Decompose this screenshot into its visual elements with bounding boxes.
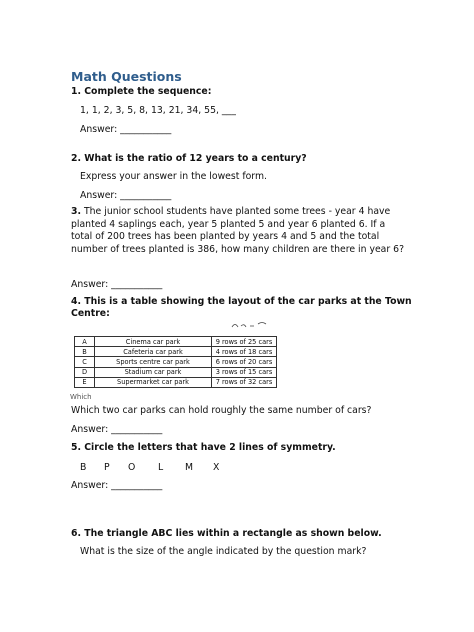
symmetry-letter-b: B bbox=[80, 462, 87, 473]
car-park-table bbox=[74, 336, 277, 388]
question-6-question: What is the size of the angle indicated by the question mark? bbox=[80, 546, 367, 557]
question-5-heading: 5. Circle the letters that have 2 lines of symmetry. bbox=[71, 442, 336, 453]
question-3-body: The junior school students have planted some trees - year 4 have planted 4 saplings each, year 5 planted 5 and year 6 planted 6. If a total of 200 trees has been planted by years 4 and 5 and the total number of trees planted is 386, how many children are there in year 6? bbox=[71, 206, 405, 255]
question-1-sequence: 1, 1, 2, 3, 5, 8, 13, 21, 34, 55, ___ bbox=[80, 105, 236, 116]
table-row bbox=[75, 377, 277, 387]
table-cell-name: Sports centre car park bbox=[95, 357, 212, 367]
question-3-text bbox=[71, 206, 407, 256]
question-3-number: 3. bbox=[71, 206, 82, 217]
question-4-heading-line-2: Centre: bbox=[71, 308, 110, 319]
table-cell-letter: A bbox=[75, 337, 95, 347]
symmetry-letter-x: X bbox=[213, 462, 220, 473]
symmetry-letter-l: L bbox=[158, 462, 164, 473]
table-cell-name: Cafeteria car park bbox=[95, 347, 212, 357]
question-2-instruction: Express your answer in the lowest form. bbox=[80, 171, 267, 182]
symmetry-letter-m: M bbox=[185, 462, 194, 473]
table-cell-name: Stadium car park bbox=[95, 367, 212, 377]
question-4-answer: Answer: ___________ bbox=[71, 424, 163, 435]
table-row bbox=[75, 367, 277, 377]
table-cell-rows: 3 rows of 15 cars bbox=[212, 367, 277, 377]
table-cell-rows: 4 rows of 18 cars bbox=[212, 347, 277, 357]
question-2-answer: Answer: ___________ bbox=[80, 190, 172, 201]
question-6-heading: 6. The triangle ABC lies within a rectangle as shown below. bbox=[71, 528, 382, 539]
question-4-question: Which two car parks can hold roughly the same number of cars? bbox=[71, 405, 372, 416]
question-2-heading: 2. What is the ratio of 12 years to a century? bbox=[71, 153, 307, 164]
cropped-text: Which bbox=[70, 393, 92, 401]
symmetry-letter-o: O bbox=[128, 462, 136, 473]
question-4-heading-line-1: 4. This is a table showing the layout of the car parks at the Town bbox=[71, 296, 412, 307]
question-1-answer: Answer: ___________ bbox=[80, 124, 172, 135]
table-cell-letter: C bbox=[75, 357, 95, 367]
table-cell-letter: D bbox=[75, 367, 95, 377]
table-row bbox=[75, 357, 277, 367]
table-cell-name: Cinema car park bbox=[95, 337, 212, 347]
page-title: Math Questions bbox=[71, 69, 182, 84]
table-row bbox=[75, 347, 277, 357]
table-cell-letter: B bbox=[75, 347, 95, 357]
table-cell-letter: E bbox=[75, 377, 95, 387]
handwriting-scribble bbox=[230, 320, 270, 330]
question-5-answer: Answer: ___________ bbox=[71, 480, 163, 491]
table-cell-rows: 9 rows of 25 cars bbox=[212, 337, 277, 347]
question-3-answer: Answer: ___________ bbox=[71, 279, 163, 290]
question-1-heading: 1. Complete the sequence: bbox=[71, 86, 212, 97]
table-row bbox=[75, 337, 277, 347]
table-cell-rows: 6 rows of 20 cars bbox=[212, 357, 277, 367]
table-cell-name: Supermarket car park bbox=[95, 377, 212, 387]
table-cell-rows: 7 rows of 32 cars bbox=[212, 377, 277, 387]
symmetry-letter-p: P bbox=[104, 462, 110, 473]
